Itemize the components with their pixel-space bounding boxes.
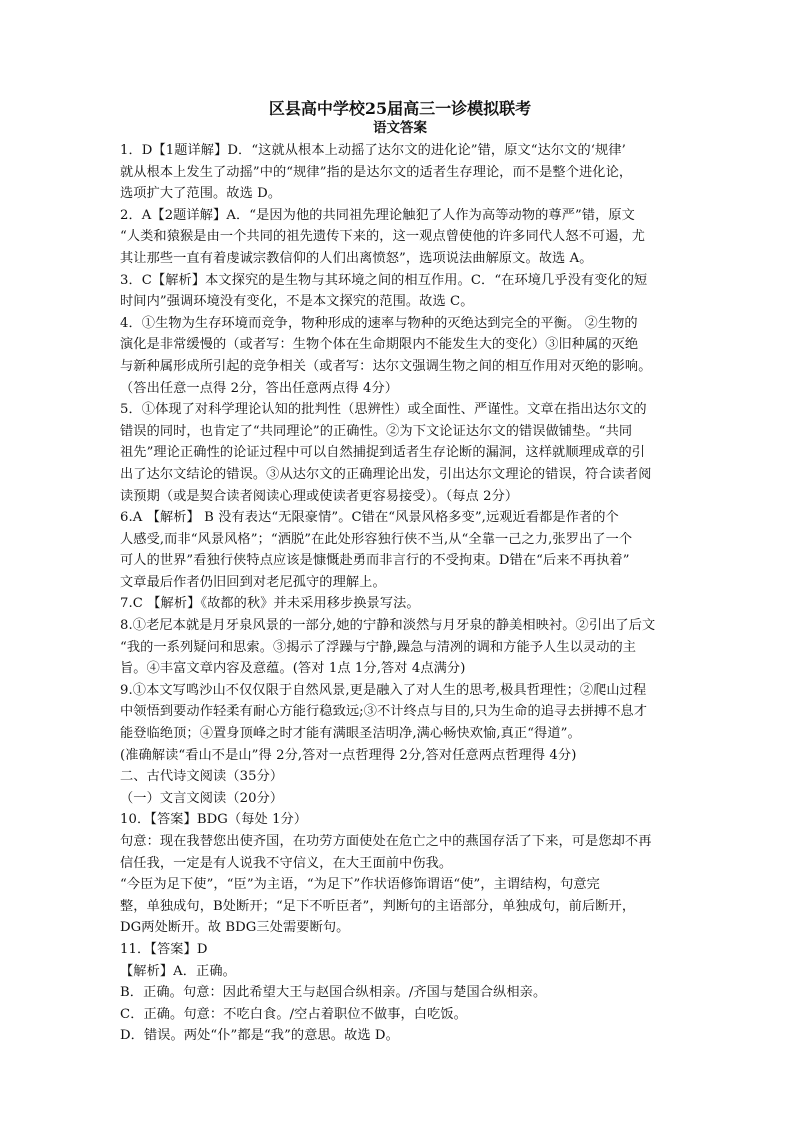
text-line: 【解析】A．正确。 bbox=[120, 963, 236, 979]
answer-paragraph bbox=[120, 593, 680, 615]
document-title: 区县高中学校25届高三一诊模拟联考 bbox=[268, 99, 532, 118]
text-line: 错误的同时，也肯定了“共同理论”的正确性。②为下文论证达尔文的错误做铺垫。“共同 bbox=[120, 423, 633, 439]
answer-paragraph bbox=[120, 270, 680, 313]
text-line: 10．【答案】BDG（每处 1分） bbox=[120, 812, 308, 828]
answer-paragraph bbox=[120, 961, 680, 983]
answer-paragraph bbox=[120, 809, 680, 831]
text-line: “人类和猿猴是由一个共同的祖先遗传下来的，这一观点曾使他的许多同代人怒不可遏，尤 bbox=[120, 229, 646, 245]
text-line: 祖先”理论正确性的论证过程中可以自然捕捉到适者生存论断的漏洞，这样就顺理成章的引 bbox=[120, 445, 646, 461]
text-line: (准确解读“看山不是山”得 2分,答对一点哲理得 2分,答对任意两点哲理得 4分) bbox=[120, 747, 577, 763]
answer-body bbox=[120, 140, 680, 1047]
text-line: 1．D【1题详解】D．“这就从根本上动摇了达尔文的进化论”错，原文“达尔文的‘规律’ bbox=[120, 143, 626, 158]
text-line: 句意：现在我替您出使齐国，在功劳方面使处在危亡之中的燕国存活了下来，可是您却不再 bbox=[120, 834, 652, 849]
answer-paragraph bbox=[120, 788, 680, 810]
document-content bbox=[120, 98, 680, 1047]
text-line: 可人的世界”看独行侠特点应该是慷慨赴勇而非言行的不受拘束。D错在“后来不再执着” bbox=[120, 553, 630, 569]
text-line: 旨。④丰富文章内容及意蕴。(答对 1点 1分,答对 4点满分) bbox=[120, 661, 466, 677]
text-line: 3．C【解析】本文探究的是生物与其环境之间的相互作用。C．“在环境几乎没有变化的短 bbox=[120, 272, 648, 288]
text-line: 读预期（或是契合读者阅读心理或使读者更容易接受）。（每点 2分） bbox=[120, 488, 519, 504]
text-line: 二、古代诗文阅读（35分） bbox=[120, 769, 284, 785]
text-line: 文章最后作者仍旧回到对老尼孤守的理解上。 bbox=[120, 574, 386, 590]
answer-paragraph bbox=[120, 680, 680, 766]
answer-paragraph bbox=[120, 766, 680, 788]
text-line: D．错误。两处“仆”都是“我”的意思。故选 D。 bbox=[120, 1028, 399, 1044]
text-line: 其让那些一直有着虔诚宗教信仰的人们出离愤怒”，选项说法曲解原文。故选 A。 bbox=[120, 250, 593, 266]
answer-paragraph bbox=[120, 140, 680, 205]
answer-paragraph bbox=[120, 831, 680, 874]
text-line: 选项扩大了范围。故选 D。 bbox=[120, 186, 282, 202]
text-line: 就从根本上发生了动摇”中的“规律”指的是达尔文的适者生存理论，而不是整个进化论， bbox=[120, 164, 633, 180]
text-line: 8.①老尼本就是月牙泉风景的一部分,她的宁静和淡然与月牙泉的静美相映衬。②引出了后文 bbox=[120, 618, 656, 634]
answer-paragraph bbox=[120, 205, 680, 270]
answer-paragraph bbox=[120, 982, 680, 1004]
text-line: 与新种属形成所引起的竞争相关（或者写：达尔文强调生物之间的相互作用对灭绝的影响。 bbox=[120, 358, 652, 374]
answer-paragraph bbox=[120, 1004, 680, 1026]
text-line: “我的一系列疑问和思索。③揭示了浮躁与宁静,躁急与清冽的调和方能予人生以灵动的主 bbox=[120, 639, 637, 655]
text-line: 9.①本文写鸣沙山不仅仅限于自然风景,更是融入了对人生的思考,极具哲理性；②爬山过程 bbox=[120, 682, 647, 698]
answer-paragraph bbox=[120, 874, 680, 939]
text-line: 演化是非常缓慢的（或者写：生物个体在生命期限内不能发生大的变化）③旧种属的灭绝 bbox=[120, 337, 639, 353]
text-line: （一）文言文阅读（20分） bbox=[120, 790, 284, 806]
answer-paragraph bbox=[120, 939, 680, 961]
text-line: 能登临绝顶；④置身顶峰之时才能有满眼圣洁明净,满心畅快欢愉,真正“得道”。 bbox=[120, 726, 581, 742]
answer-paragraph bbox=[120, 1025, 680, 1047]
text-line: 6.A 【解析】 B 没有表达“无限豪情”。C错在“风景风格多变”,远观近看都是作者的个 bbox=[120, 510, 619, 526]
text-line: 5．①体现了对科学理论认知的批判性（思辨性）或全面性、严谨性。文章在指出达尔文的 bbox=[120, 402, 647, 418]
text-line: 出了达尔文结论的错误。③从达尔文的正确理论出发，引出达尔文理论的错误，符合读者阅 bbox=[120, 466, 652, 482]
text-line: 11．【答案】D bbox=[120, 941, 208, 957]
text-line: 人感受,而非“风景风格”；“洒脱”在此处形容独行侠不当,从“全靠一己之力,张罗出了一个 bbox=[120, 531, 633, 547]
text-line: 4．①生物为生存环境而竞争，物种形成的速率与物种的灭绝达到完全的平衡。 ②生物的 bbox=[120, 315, 638, 331]
text-line: 时间内”强调环境没有变化，不是本文探究的范围。故选 C。 bbox=[120, 294, 474, 310]
answer-paragraph bbox=[120, 507, 680, 593]
text-line: （答出任意一点得 2分，答出任意两点得 4分） bbox=[120, 380, 399, 396]
text-line: B．正确。句意：因此希望大王与赵国合纵相亲。/齐国与楚国合纵相亲。 bbox=[120, 985, 547, 1001]
answer-paragraph bbox=[120, 615, 680, 680]
document-subtitle: 语文答案 bbox=[373, 120, 427, 136]
text-line: 7.C 【解析】《故都的秋》并未采用移步换景写法。 bbox=[120, 596, 420, 612]
text-line: 整，单独成句，B处断开；“足下不听臣者”，判断句的主语部分，单独成句，前后断开， bbox=[120, 898, 636, 914]
answer-paragraph bbox=[120, 313, 680, 399]
text-line: 2．A【2题详解】A．“是因为他的共同祖先理论触犯了人作为高等动物的尊严”错，原文 bbox=[120, 207, 635, 223]
text-line: DG两处断开。故 BDG三处需要断句。 bbox=[120, 920, 350, 936]
text-line: C．正确。句意：不吃白食。/空占着职位不做事，白吃饭。 bbox=[120, 1006, 467, 1022]
answer-paragraph bbox=[120, 399, 680, 507]
text-line: 信任我，一定是有人说我不守信义，在大王面前中伤我。 bbox=[120, 855, 453, 871]
text-line: 中领悟到要动作轻柔有耐心方能行稳致远;③不计终点与目的,只为生命的追寻去拼搏不息才 bbox=[120, 704, 648, 720]
text-line: “今臣为足下使”，“臣”为主语，“为足下”作状语修饰谓语“使”，主谓结构，句意完 bbox=[120, 877, 600, 893]
